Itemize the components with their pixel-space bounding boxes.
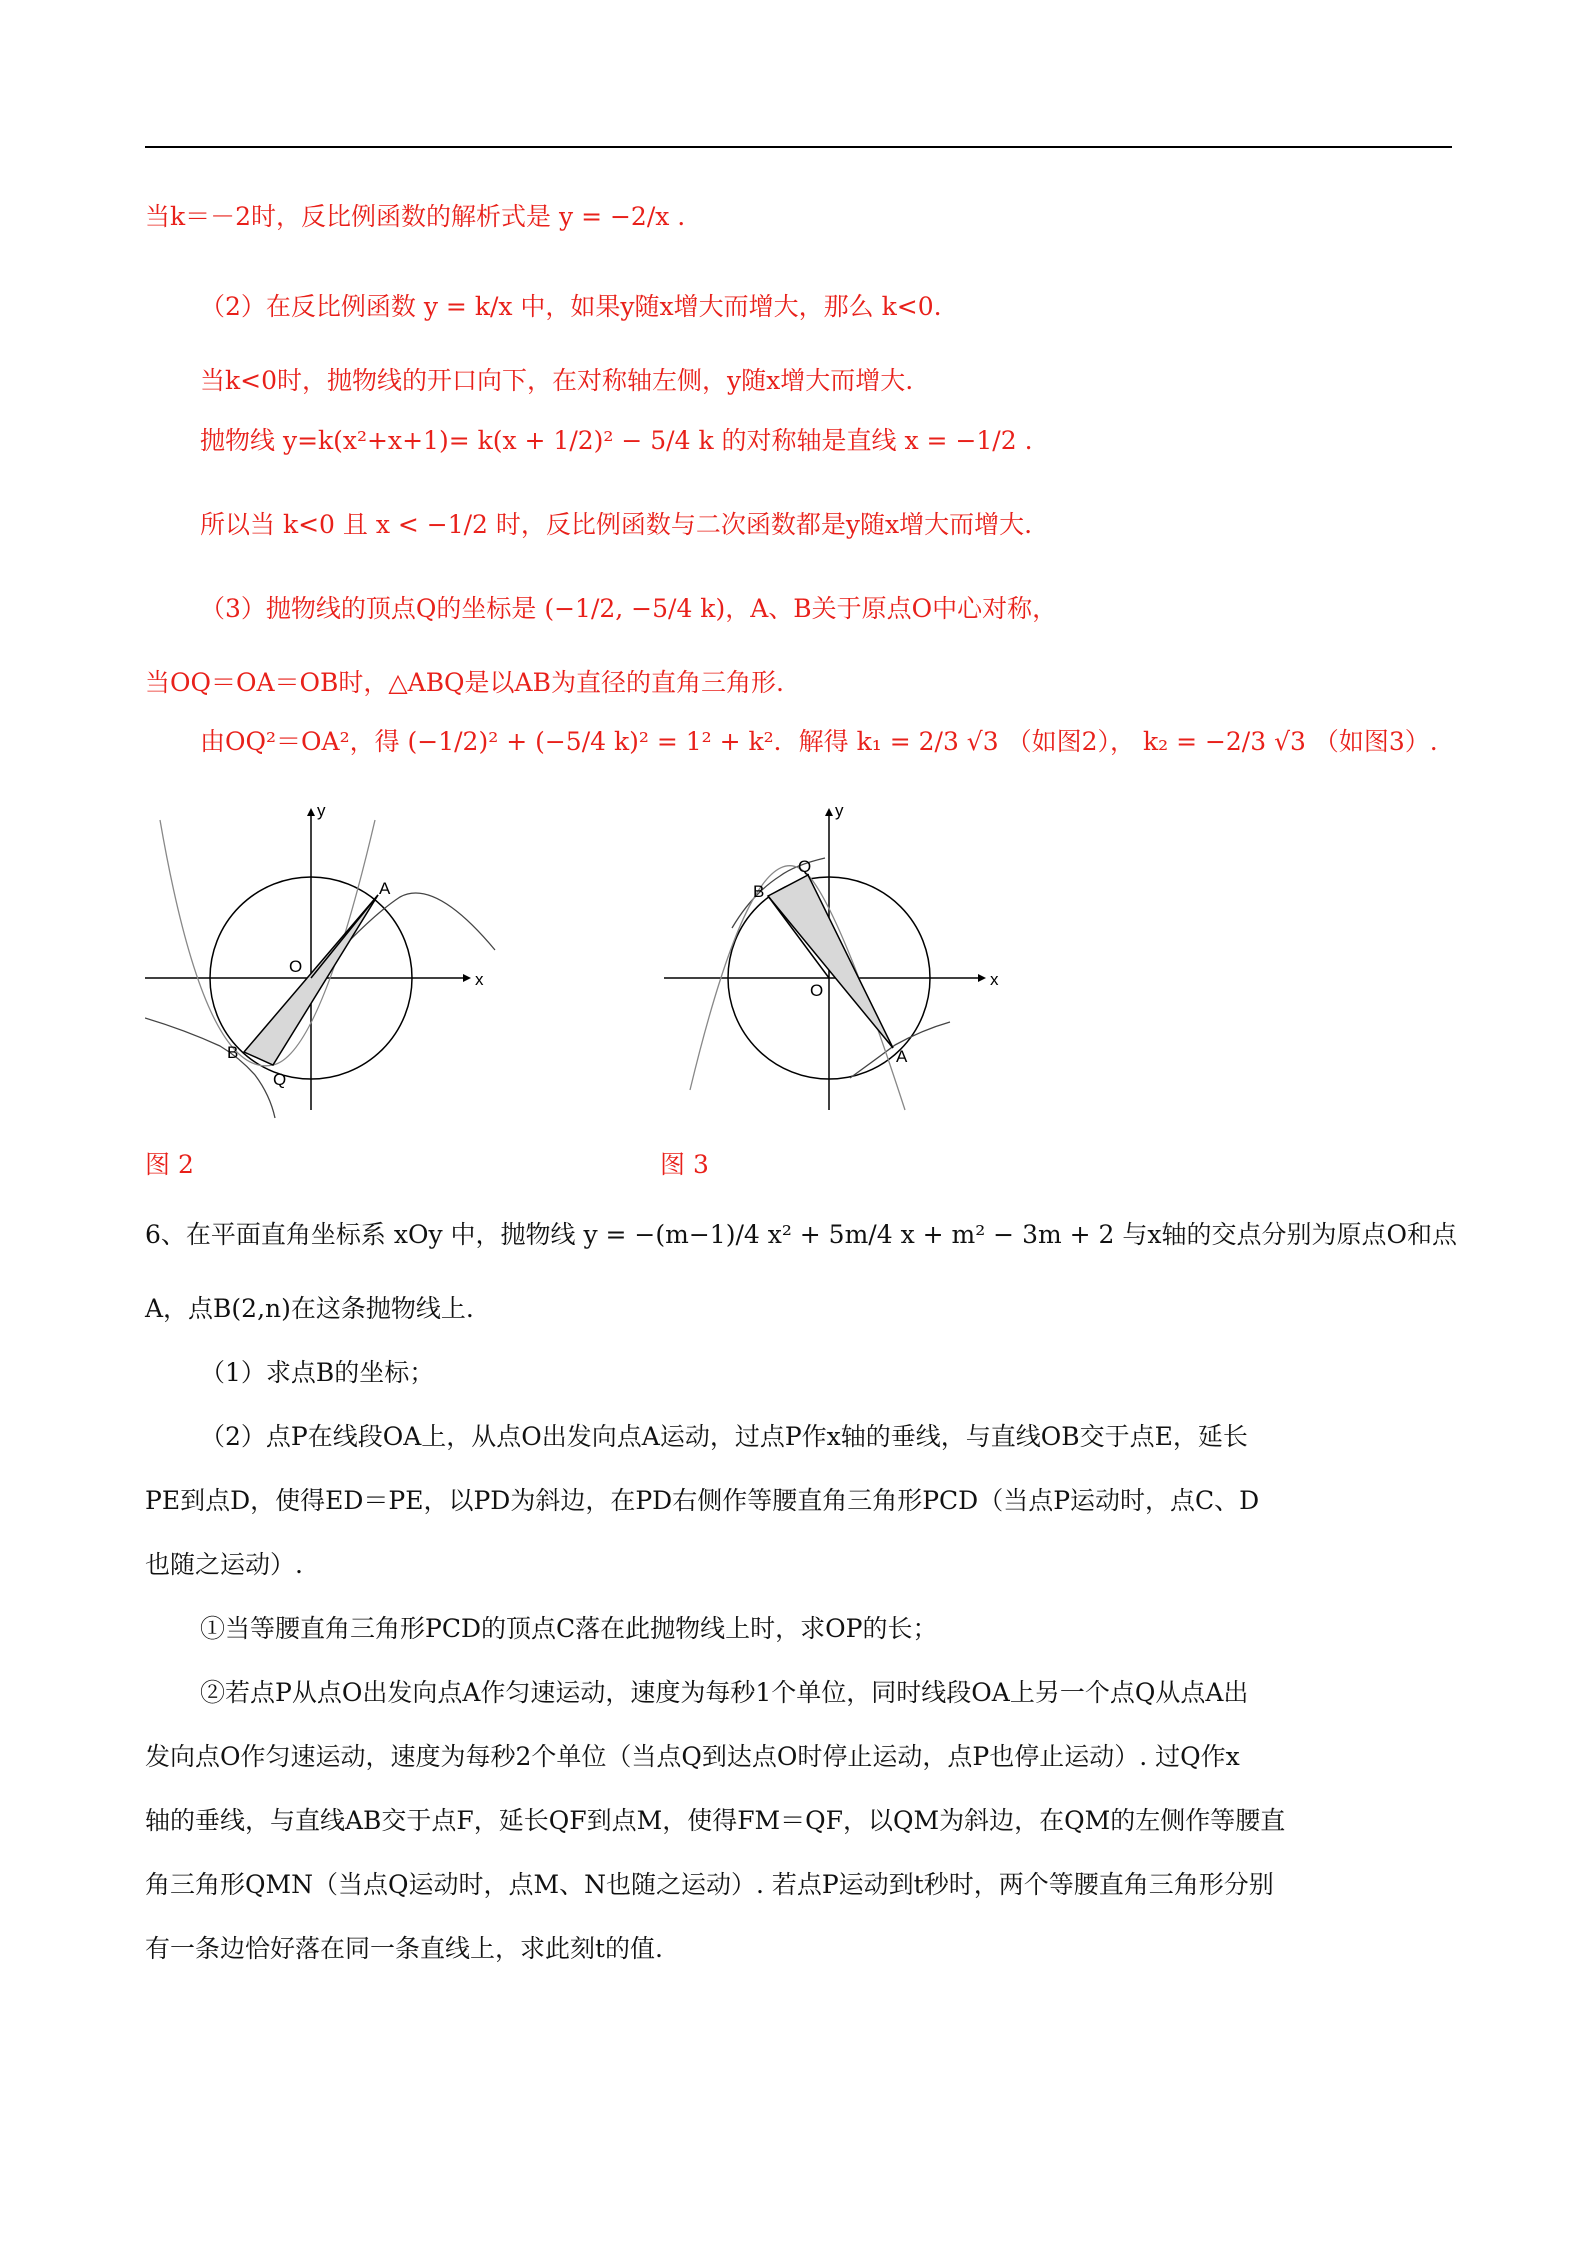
problem-line-1: 6、在平面直角坐标系 xOy 中，抛物线 y = −(m−1)/4 x² + 5m/4 x + m² − 3m + 2 与x轴的交点分别为原点O和点 bbox=[145, 1220, 1457, 1249]
figure-3-caption: 图 3 bbox=[660, 1150, 709, 1179]
fig3-label-Q: Q bbox=[798, 857, 812, 876]
solution-line-3: 当k<0时，抛物线的开口向下，在对称轴左侧，y随x增大而增大. bbox=[200, 366, 914, 395]
solution-line-6: （3）抛物线的顶点Q的坐标是 (−1/2, −5/4 k)，A、B关于原点O中心对称， bbox=[200, 594, 1058, 623]
fig3-triangle bbox=[768, 875, 893, 1048]
fig2-label-O: O bbox=[289, 957, 303, 976]
fig3-label-x: x bbox=[990, 970, 999, 989]
problem-sub-2-line-4: 角三角形QMN（当点Q运动时，点M、N也随之运动）. 若点P运动到t秒时，两个等腰直角三角形分别 bbox=[145, 1870, 1274, 1899]
solution-line-4: 抛物线 y=k(x²+x+1)= k(x + 1/2)² − 5/4 k 的对称轴是直线 x = −1/2 . bbox=[200, 426, 1033, 455]
figure-3 bbox=[660, 800, 1010, 1120]
fig2-hyperbola-lower bbox=[145, 1018, 275, 1118]
problem-sub-2-line-3: 轴的垂线，与直线AB交于点F，延长QF到点M，使得FM＝QF，以QM为斜边，在QM的左侧作等腰直 bbox=[145, 1806, 1286, 1835]
fig2-label-B: B bbox=[227, 1043, 239, 1062]
problem-q2-line-2: PE到点D，使得ED＝PE，以PD为斜边，在PD右侧作等腰直角三角形PCD（当点P运动时，点C、D bbox=[145, 1486, 1260, 1515]
problem-sub-2-line-1: ②若点P从点O出发向点A作匀速运动，速度为每秒1个单位，同时线段OA上另一个点Q从点A出 bbox=[200, 1678, 1249, 1707]
problem-sub-1: ①当等腰直角三角形PCD的顶点C落在此抛物线上时，求OP的长； bbox=[200, 1614, 938, 1643]
solution-line-8: 由OQ²＝OA²，得 (−1/2)² + (−5/4 k)² = 1² + k²．解得 k₁ = 2/3 √3 （如图2）， k₂ = −2/3 √3 （如图3）. bbox=[200, 727, 1438, 756]
solution-line-1: 当k＝－2时，反比例函数的解析式是 y = −2/x . bbox=[145, 202, 686, 231]
solution-line-7: 当OQ＝OA＝OB时，△ABQ是以AB为直径的直角三角形. bbox=[145, 668, 784, 697]
header-rule bbox=[145, 146, 1452, 148]
fig3-label-B: B bbox=[753, 882, 765, 901]
fig2-label-y: y bbox=[317, 801, 326, 820]
solution-line-2: （2）在反比例函数 y = k/x 中，如果y随x增大而增大，那么 k<0. bbox=[200, 292, 942, 321]
problem-q1: （1）求点B的坐标； bbox=[200, 1358, 435, 1387]
fig2-label-A: A bbox=[379, 879, 391, 898]
problem-line-2: A，点B(2,n)在这条抛物线上. bbox=[145, 1294, 474, 1323]
fig3-label-y: y bbox=[835, 801, 844, 820]
problem-q2-line-1: （2）点P在线段OA上，从点O出发向点A运动，过点P作x轴的垂线，与直线OB交于点E，延长 bbox=[200, 1422, 1248, 1451]
problem-sub-2-line-5: 有一条边恰好落在同一条直线上，求此刻t的值. bbox=[145, 1934, 663, 1963]
problem-sub-2-line-2: 发向点O作匀速运动，速度为每秒2个单位（当点Q到达点O时停止运动，点P也停止运动）. 过Q作x bbox=[145, 1742, 1240, 1771]
fig2-label-x: x bbox=[475, 970, 484, 989]
fig3-label-O: O bbox=[810, 981, 824, 1000]
figure-2-caption: 图 2 bbox=[145, 1150, 194, 1179]
fig3-label-A: A bbox=[896, 1047, 908, 1066]
fig2-label-Q: Q bbox=[273, 1070, 287, 1089]
problem-q2-line-3: 也随之运动）. bbox=[145, 1550, 303, 1579]
solution-line-5: 所以当 k<0 且 x < −1/2 时，反比例函数与二次函数都是y随x增大而增大. bbox=[200, 510, 1033, 539]
figure-2 bbox=[145, 800, 510, 1120]
